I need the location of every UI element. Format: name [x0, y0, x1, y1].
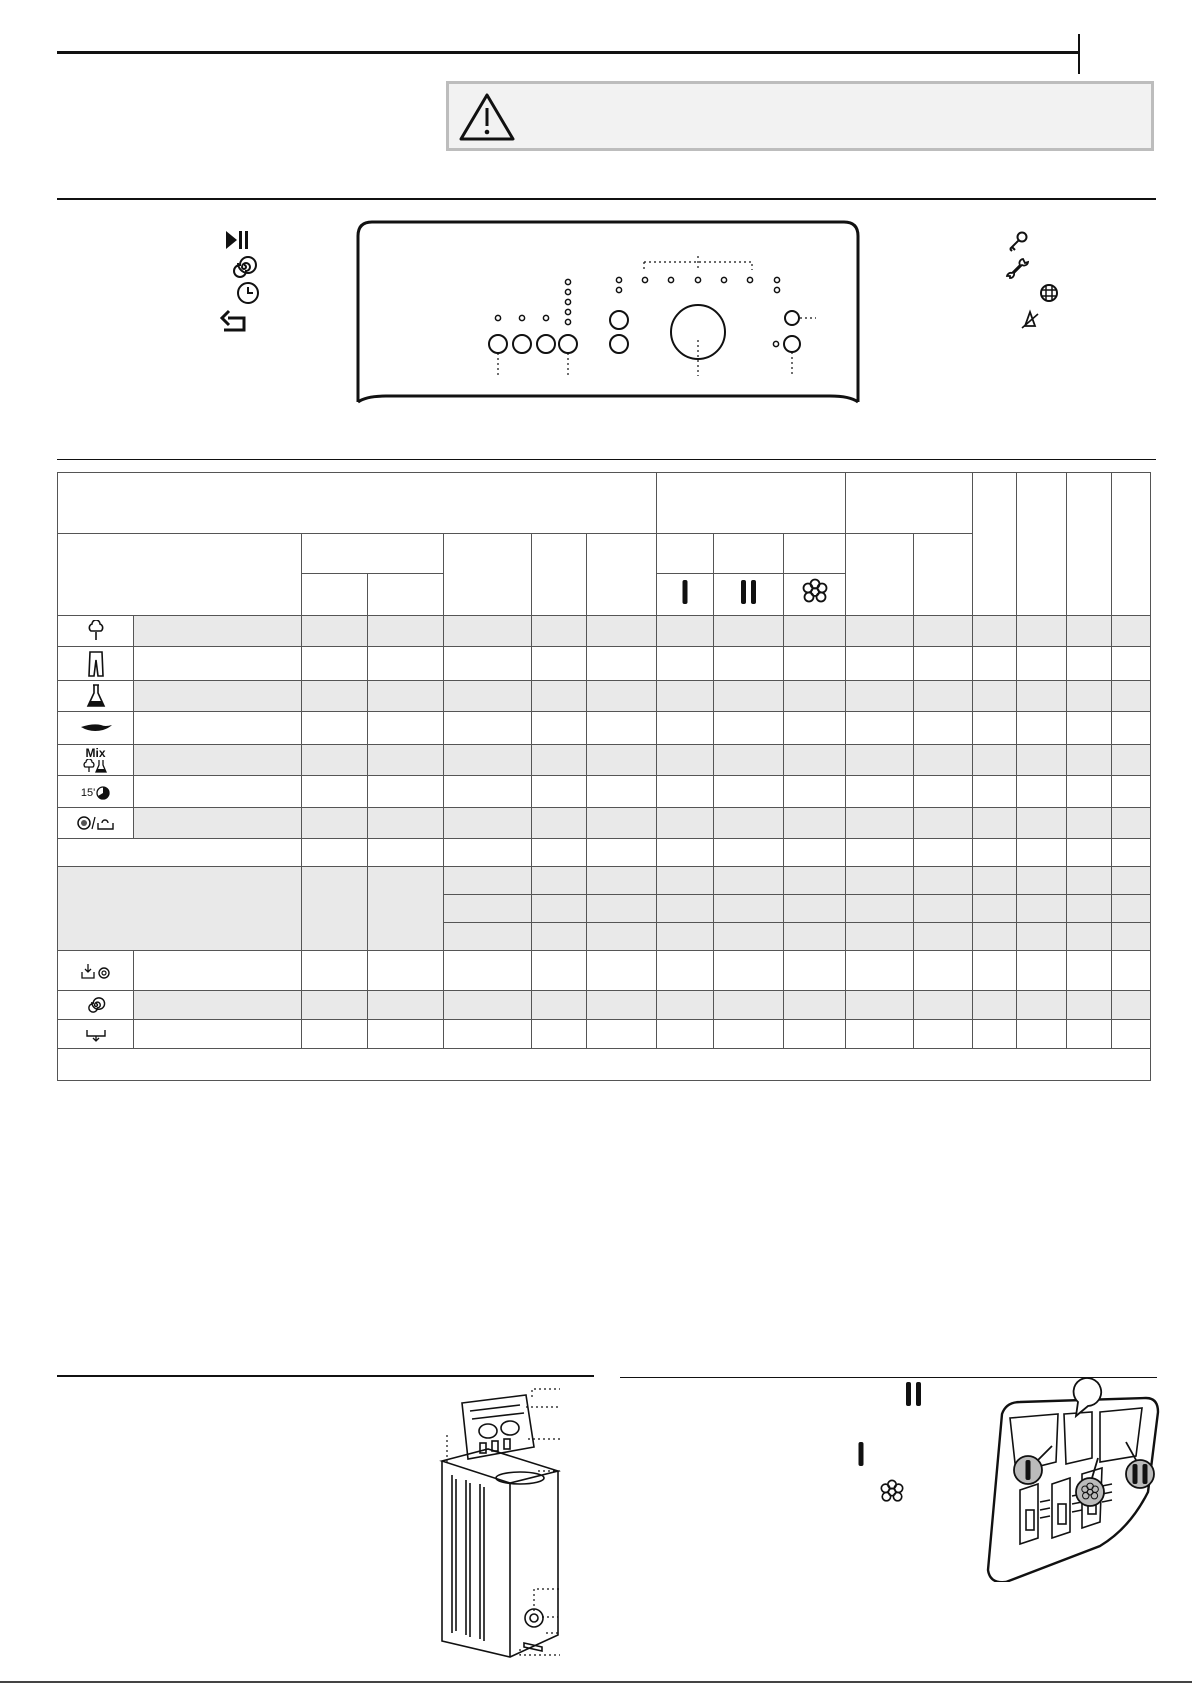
play-pause-icon [223, 226, 251, 254]
header-detergent [657, 473, 846, 534]
key-lock-icon [1004, 228, 1032, 256]
quick-15-icon [81, 786, 110, 800]
table-row [58, 745, 1151, 776]
rinse-spin-icon [80, 962, 112, 980]
feather-wool-icon [79, 721, 113, 735]
spin-drain-icon [76, 815, 116, 831]
section-rule-table [57, 459, 1156, 460]
table-row [58, 712, 1151, 745]
control-panel-diagram [356, 220, 860, 404]
filter-grid-icon [1035, 279, 1063, 307]
wrench-service-icon [1003, 254, 1031, 282]
mix-label: Mix [85, 746, 106, 760]
header-cell [58, 473, 657, 534]
table-row [58, 616, 1151, 647]
table-row [58, 647, 1151, 681]
cotton-icon [85, 620, 107, 642]
flask-icon [85, 683, 107, 709]
return-arrow-icon [220, 306, 248, 334]
table-row [58, 776, 1151, 808]
compartment-1-symbol [680, 579, 690, 605]
compartment-2-header [714, 574, 784, 616]
softener-flower-icon-text [879, 1479, 905, 1505]
quick-15-label: 15' [80, 786, 96, 799]
table-row [58, 808, 1151, 839]
synthetics-trousers-icon [87, 650, 105, 678]
compartment-1-symbol-text [856, 1441, 866, 1467]
program-table [57, 472, 1151, 1081]
bottom-rule [0, 1681, 1192, 1683]
compartment-2-symbol-text [904, 1381, 924, 1407]
detergent-dispenser-illustration [980, 1372, 1164, 1582]
table-row [58, 991, 1151, 1020]
section-rule-controls [57, 198, 1156, 200]
top-rule [57, 51, 1078, 54]
warning-box [446, 81, 1154, 151]
softener-header [784, 574, 846, 616]
washing-machine-illustration [438, 1385, 578, 1665]
table-row [58, 839, 1151, 867]
table-row [58, 1020, 1151, 1049]
delay-timer-icon [234, 279, 262, 307]
door-lock-icon [1016, 306, 1044, 334]
compartment-2-symbol [739, 579, 759, 605]
warning-triangle-icon [457, 91, 517, 143]
top-rule-tick [1078, 34, 1080, 74]
spin-icon [230, 253, 258, 281]
table-row [58, 681, 1151, 712]
header-residual [846, 473, 973, 534]
table-row [58, 867, 1151, 895]
compartment-1-header [657, 574, 714, 616]
drain-icon [85, 1026, 107, 1042]
table-footer [58, 1049, 1151, 1081]
softener-flower-icon [801, 578, 829, 606]
table-row [58, 951, 1151, 991]
spin-icon [86, 995, 106, 1015]
section-rule-machine [57, 1375, 594, 1377]
mix-icon [82, 759, 110, 773]
